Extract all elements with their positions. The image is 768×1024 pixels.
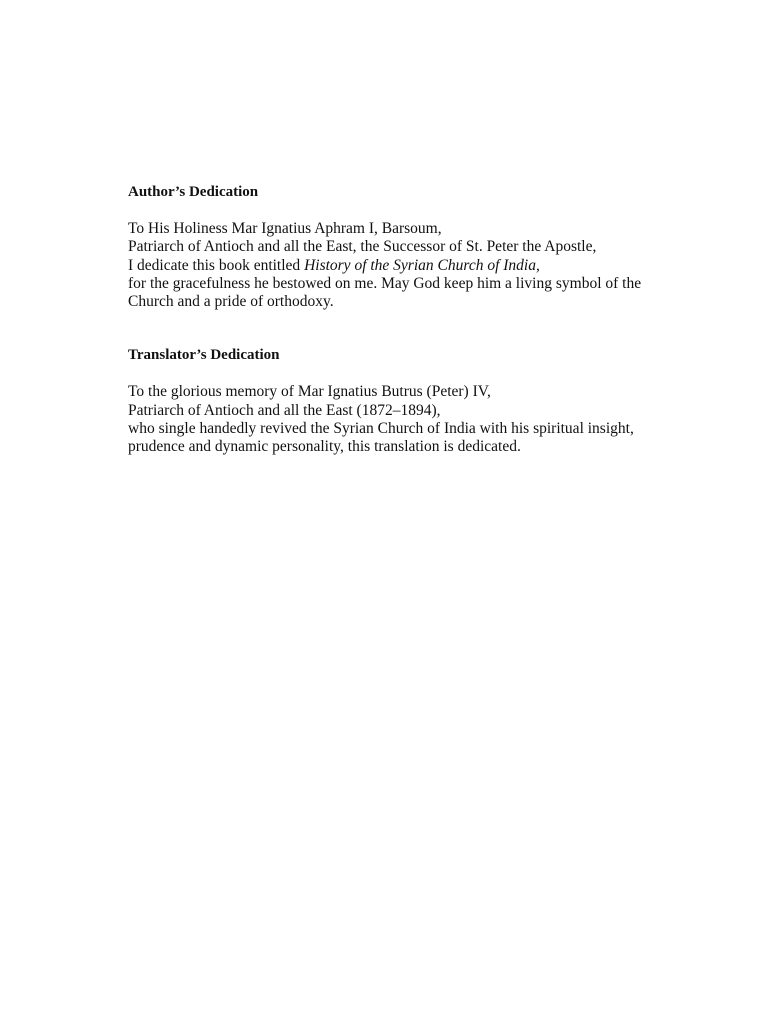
author-dedication-line: for the gracefulness he bestowed on me. May God keep him a living symbol of the bbox=[128, 274, 642, 292]
author-dedication-heading: Author’s Dedication bbox=[128, 184, 259, 200]
spacer bbox=[128, 364, 728, 383]
translator-dedication-line: To the glorious memory of Mar Ignatius Butrus (Peter) IV, bbox=[128, 383, 491, 401]
book-title: History of the Syrian Church of India, bbox=[304, 256, 540, 274]
translator-dedication-line: prudence and dynamic personality, this translation is dedicated. bbox=[128, 438, 521, 456]
author-dedication-section bbox=[128, 183, 728, 311]
author-dedication-line: Patriarch of Antioch and all the East, the Successor of St. Peter the Apostle, bbox=[128, 238, 597, 256]
translator-dedication-heading: Translator’s Dedication bbox=[128, 347, 280, 364]
author-dedication-text bbox=[128, 220, 728, 311]
author-dedication-line: Church and a pride of orthodoxy. bbox=[128, 293, 334, 311]
translator-dedication-line: who single handedly revived the Syrian Church of India with his spiritual insight, bbox=[128, 420, 634, 438]
author-dedication-line: To His Holiness Mar Ignatius Aphram I, Barsoum, bbox=[128, 220, 442, 237]
book-line-prefix: I dedicate this book entitled bbox=[128, 256, 305, 274]
translator-dedication-text bbox=[128, 383, 728, 456]
translator-dedication-section bbox=[128, 346, 728, 456]
author-dedication-book-line bbox=[128, 257, 728, 275]
dedication-content bbox=[128, 183, 728, 457]
spacer bbox=[128, 201, 728, 220]
translator-dedication-line: Patriarch of Antioch and all the East (1872–1894), bbox=[128, 401, 441, 419]
section-spacer bbox=[128, 311, 728, 346]
